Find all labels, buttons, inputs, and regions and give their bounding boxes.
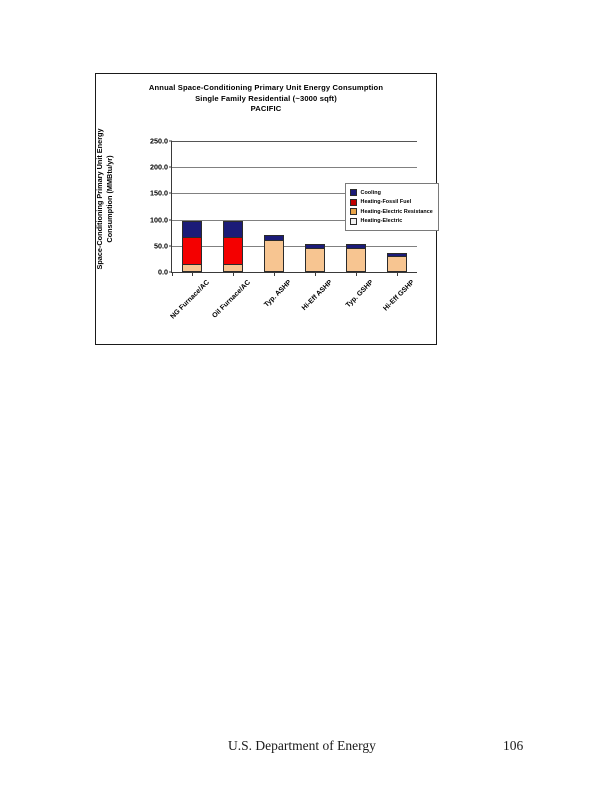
- legend-item[interactable]: [350, 217, 433, 227]
- bar-segment: [347, 248, 365, 271]
- y-axis-tick-label: 0.0: [158, 267, 168, 277]
- bar-segment: [224, 237, 242, 265]
- bar[interactable]: [387, 253, 407, 272]
- x-axis-tick-label: NG Furnace/AC: [169, 279, 212, 321]
- footer-page-number: 106: [503, 738, 524, 753]
- chart-title: Annual Space-Conditioning Primary Unit Energy Consumption: [148, 83, 384, 92]
- bar-slot: [294, 141, 335, 272]
- y-axis-tick-label: 50.0: [154, 241, 168, 251]
- chart-subtitle: Single Family Residential (~3000 sqft): [195, 93, 337, 103]
- bar[interactable]: [346, 244, 366, 272]
- x-axis-tick-label: Oil Furnace/AC: [211, 279, 253, 320]
- bar-slot: [213, 141, 254, 272]
- legend-color-swatch: [350, 218, 357, 225]
- legend-color-swatch: [350, 199, 357, 206]
- bar-segment: [306, 248, 324, 271]
- bar-segment: [224, 264, 242, 271]
- x-axis-tick-label: Hi-Eff GSHP: [381, 279, 416, 313]
- bar-segment: [265, 240, 283, 271]
- bar-segment: [224, 222, 242, 237]
- bar-slot: [254, 141, 295, 272]
- bar[interactable]: [264, 235, 284, 272]
- x-axis-tick-mark: [172, 272, 173, 276]
- y-axis-title: Space-Conditioning Primary Unit Energy Consumption (MMBtu/yr): [95, 128, 114, 270]
- bar-segment: [183, 222, 201, 237]
- legend-label: Cooling: [360, 189, 381, 196]
- legend-color-swatch: [350, 189, 357, 196]
- legend-label: Heating-Electric: [360, 218, 403, 225]
- bar-segment: [183, 237, 201, 265]
- page-footer: [0, 738, 612, 758]
- y-axis-tick-label: 150.0: [150, 188, 168, 198]
- y-axis-tick-label: 100.0: [150, 215, 168, 225]
- footer-organization: U.S. Department of Energy: [228, 738, 376, 753]
- x-axis-tick-label: Typ. ASHP: [263, 279, 294, 309]
- x-axis-labels-group: [169, 272, 417, 332]
- legend-label: Heating-Fossil Fuel: [360, 199, 412, 206]
- bar-slot: [172, 141, 213, 272]
- x-axis-tick-label: Typ. GSHP: [344, 279, 375, 310]
- legend-label: Heating-Electric Resistance: [360, 208, 433, 215]
- bar[interactable]: [305, 244, 325, 272]
- legend-color-swatch: [350, 208, 357, 215]
- bar-segment: [388, 256, 406, 271]
- bar[interactable]: [223, 221, 243, 272]
- chart-container: [95, 73, 437, 345]
- y-axis-tick-label: 200.0: [150, 162, 168, 172]
- chart-legend: [345, 183, 439, 231]
- y-axis-tick-label: 250.0: [150, 136, 168, 146]
- chart-region-label: PACIFIC: [250, 104, 282, 114]
- chart-title-block: [96, 83, 436, 115]
- legend-item[interactable]: [350, 188, 433, 198]
- bar[interactable]: [182, 221, 202, 272]
- x-axis-tick-label: Hi-Eff ASHP: [300, 279, 334, 313]
- bar-segment: [183, 264, 201, 271]
- legend-item[interactable]: [350, 207, 433, 217]
- legend-item[interactable]: [350, 198, 433, 208]
